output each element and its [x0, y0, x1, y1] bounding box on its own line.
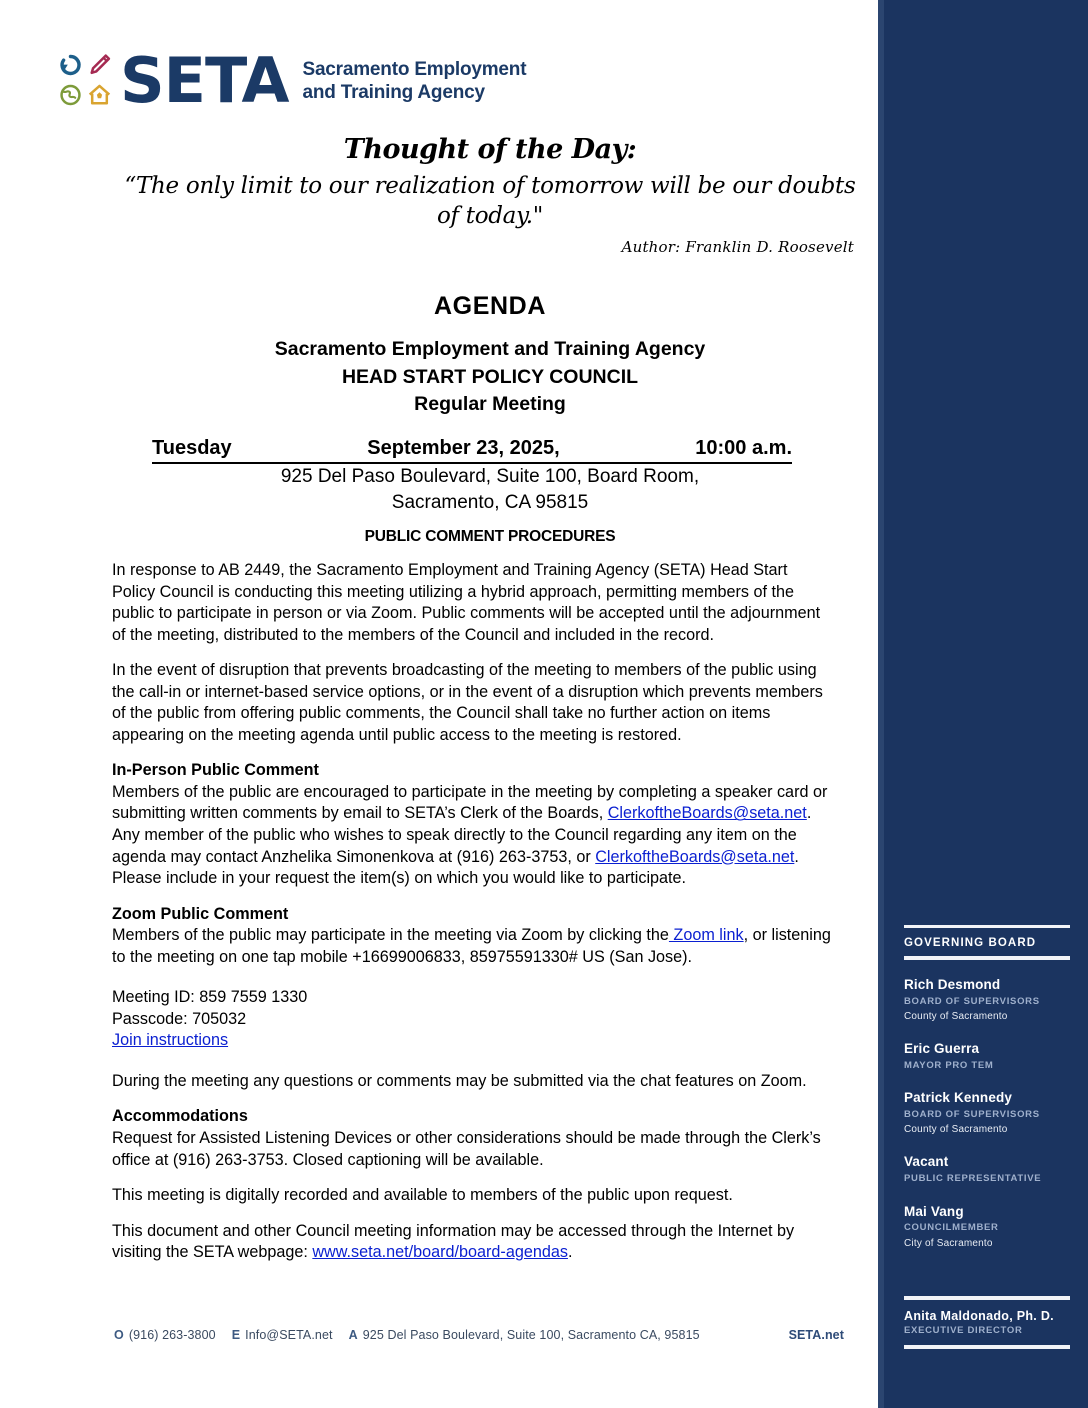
footer-email-key: E [231, 1328, 241, 1342]
chat-note: During the meeting any questions or comments may be submitted via the chat features on Zoom. [112, 1071, 807, 1090]
webpage-text-a: This document and other Council meeting information may be accessed through the Internet by visiting the SETA webpage: [112, 1221, 795, 1262]
footer-phone-value: (916) 263-3800 [128, 1328, 216, 1342]
zoom-comment-heading: Zoom Public Comment [112, 904, 289, 923]
agenda-heading-group [120, 292, 860, 419]
zoom-meeting-id: Meeting ID: 859 7559 1330 [112, 988, 308, 1007]
board-member-title: PUBLIC REPRESENTATIVE [904, 1173, 1042, 1185]
procedures-paragraph-1: In response to AB 2449, the Sacramento Employment and Training Agency (SETA) Head Start Policy Council is conducting this meeting utilizing a hybrid approach, permitting members of the public to participate in person or via Zoom. Public comments will be accepted until the adjournment of the meeting, distributed to the members of the Council and included in the record. [112, 561, 821, 644]
thought-of-the-day [120, 134, 860, 256]
procedures-paragraph-2: In the event of disruption that prevents broadcasting of the meeting to members of the public using the call-in or internet-based service options, or in the event of a disruption which prevents members of the public from offering public comments, the Council shall take no further action on items appearing on the meeting agenda until public access to the meeting is restored. [112, 661, 823, 744]
zoom-credentials [112, 987, 834, 1052]
meeting-datetime-line [152, 437, 792, 464]
board-member-title: BOARD OF SUPERVISORS [904, 995, 1040, 1007]
board-member [904, 1204, 1070, 1251]
house-icon [87, 82, 114, 110]
footer-address-value: 925 Del Paso Boulevard, Suite 100, Sacramento CA, 95815 [362, 1328, 700, 1342]
board-member-name: Patrick Kennedy [904, 1090, 1013, 1106]
board-member-name: Rich Desmond [904, 977, 1001, 992]
governing-board-block [878, 925, 1088, 1251]
board-member [904, 1090, 1070, 1137]
seta-tagline [302, 58, 526, 104]
divider-below-executive [904, 1345, 1070, 1349]
webpage-text-b: . [567, 1243, 573, 1262]
meeting-address [120, 464, 860, 515]
executive-director-name: Anita Maldonado, Ph. D. [904, 1309, 1054, 1323]
board-member [904, 977, 1070, 1024]
page-footer [114, 1328, 844, 1342]
recording-note: This meeting is digitally recorded and available to members of the public upon request. [112, 1186, 733, 1205]
webpage-note [112, 1221, 834, 1264]
procedures-body [112, 560, 834, 1278]
meeting-time: 10:00 a.m. [695, 437, 792, 459]
board-member-org: City of Sacramento [904, 1237, 993, 1249]
footer-address-key: A [348, 1328, 358, 1342]
in-person-comment-text [112, 782, 834, 890]
agenda-subheading [120, 336, 860, 419]
thought-quote: “The only limit to our realization of tomorrow will be our doubts of today." [124, 173, 856, 230]
accommodations-text: Request for Assisted Listening Devices or other considerations should be made through the Clerk’s office at (916) 263-3753. Closed captioning will be available. [112, 1129, 821, 1169]
divider-top [904, 925, 1070, 928]
meeting-address-line2: Sacramento, CA 95815 [391, 491, 589, 513]
board-member [904, 1154, 1070, 1186]
agenda-council-name: HEAD START POLICY COUNCIL [341, 365, 639, 388]
board-member-org: County of Sacramento [904, 1011, 1008, 1023]
zoom-comment-text [112, 925, 834, 968]
thought-author: Author: Franklin D. Roosevelt [621, 237, 854, 256]
executive-director-title: EXECUTIVE DIRECTOR [904, 1325, 1023, 1336]
logo-icon-cluster [58, 52, 114, 110]
agenda-meeting-type: Regular Meeting [414, 393, 566, 416]
meeting-date: September 23, 2025, [367, 437, 560, 459]
in-person-text-a: Members of the public are encouraged to participate in the meeting by completing a speaker card or submitting written comments by email to SETA’s Clerk of the Boards, [112, 782, 828, 823]
zoom-passcode: Passcode: 705032 [112, 1009, 247, 1028]
seta-logo [58, 43, 527, 117]
thought-title: Thought of the Day: [343, 134, 637, 165]
zoom-text-a: Members of the public may participate in the meeting via Zoom by clicking the [112, 926, 669, 945]
agenda-org-name: Sacramento Employment and Training Agency [274, 338, 706, 360]
board-member-org: County of Sacramento [904, 1124, 1008, 1136]
governing-board-heading: GOVERNING BOARD [904, 937, 1037, 949]
board-member-name: Vacant [904, 1154, 949, 1170]
accommodations-heading: Accommodations [112, 1107, 248, 1126]
pencil-icon [87, 52, 114, 80]
zoom-text-b: , or listening to the meeting on one tap mobile +16699006833, 85975591330# US (San Jose). [112, 926, 831, 966]
clerk-email-link-1[interactable]: ClerkoftheBoards@seta.net [607, 804, 807, 823]
board-member-title: BOARD OF SUPERVISORS [904, 1109, 1040, 1121]
clerk-email-link-2[interactable]: ClerkoftheBoards@seta.net [595, 847, 795, 866]
divider-above-executive [904, 1296, 1070, 1300]
join-instructions-link[interactable]: Join instructions [112, 1031, 229, 1050]
board-member-title: COUNCILMEMBER [904, 1222, 999, 1234]
globe-icon [58, 82, 85, 110]
governing-board-sidebar [878, 0, 1088, 1408]
seta-board-agendas-link[interactable]: www.seta.net/board/board-agendas [312, 1243, 568, 1262]
in-person-text-c: . Please include in your request the item(s) on which you would like to participate. [112, 847, 799, 888]
refresh-circle-icon [58, 52, 85, 80]
seta-tagline-line1: Sacramento Employment [302, 58, 527, 80]
page-title: AGENDA [434, 292, 546, 320]
zoom-link[interactable]: Zoom link [668, 926, 744, 945]
seta-wordmark: SETA [120, 43, 289, 117]
footer-phone-key: O [114, 1328, 124, 1342]
executive-director-block [878, 1296, 1088, 1349]
board-member-name: Mai Vang [904, 1203, 964, 1219]
board-member-name: Eric Guerra [904, 1041, 980, 1057]
divider-under-heading [904, 956, 1070, 960]
footer-email-value: Info@SETA.net [245, 1328, 333, 1342]
footer-website: SETA.net [788, 1328, 844, 1342]
in-person-comment-heading: In-Person Public Comment [112, 761, 319, 780]
board-member-title: MAYOR PRO TEM [904, 1060, 994, 1071]
in-person-text-b: . Any member of the public who wishes to speak directly to the Council regarding any item on the agenda may contact Anzhelika Simonenkova at (916) 263-3753, or [112, 804, 812, 866]
meeting-address-line1: 925 Del Paso Boulevard, Suite 100, Board Room, [280, 466, 700, 487]
board-member [904, 1041, 1070, 1073]
seta-tagline-line2: and Training Agency [302, 82, 485, 103]
meeting-day: Tuesday [152, 437, 232, 459]
public-comment-procedures-heading: PUBLIC COMMENT PROCEDURES [364, 528, 616, 545]
